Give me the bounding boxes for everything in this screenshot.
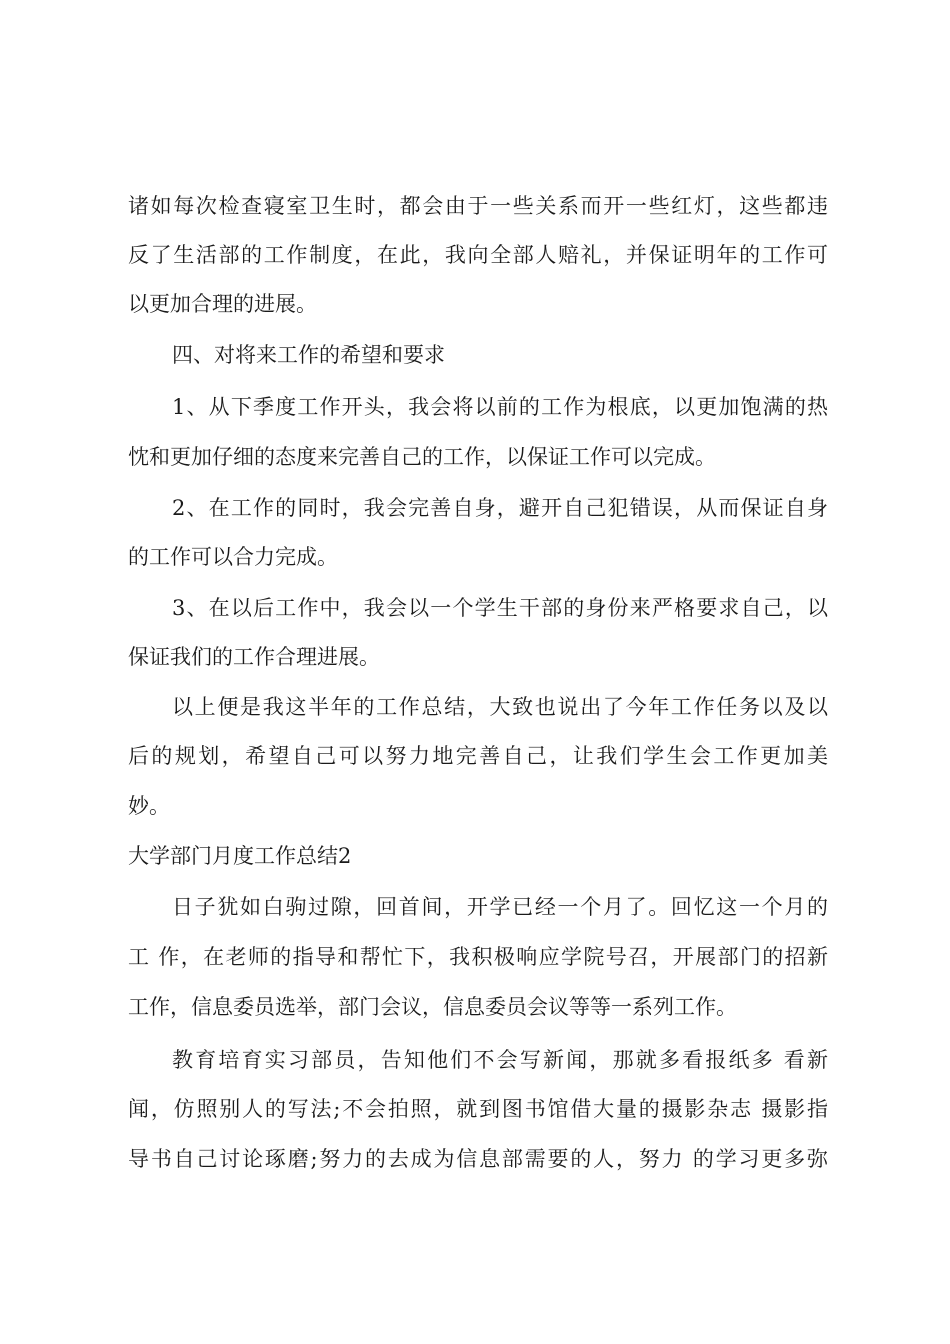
conclusion-line-2: 后的规划，希望自己可以努力地完善自己，让我们学生会工作更加美 — [128, 744, 828, 768]
paragraph-1-line-2: 反了生活部的工作制度，在此，我向全部人赔礼，并保证明年的工作可 — [128, 243, 828, 267]
section-title: 大学部门月度工作总结2 — [128, 844, 352, 868]
item-1-line-1: 1、从下季度工作开头，我会将以前的工作为根底，以更加饱满的热 — [172, 395, 828, 419]
conclusion-line-1: 以上便是我这半年的工作总结，大致也说出了今年工作任务以及以 — [172, 695, 828, 719]
section-paragraph-2-line-2: 闻，仿照别人的写法;不会拍照，就到图书馆借大量的摄影杂志 摄影指 — [128, 1097, 828, 1121]
section-paragraph-2-line-1: 教育培育实习部员，告知他们不会写新闻，那就多看报纸多 看新 — [172, 1048, 828, 1072]
paragraph-1-line-3: 以更加合理的进展。 — [128, 292, 317, 316]
item-3-line-2: 保证我们的工作合理进展。 — [128, 645, 380, 669]
section-heading-four: 四、对将来工作的希望和要求 — [172, 343, 445, 367]
section-paragraph-2-line-3: 导书自己讨论琢磨;努力的去成为信息部需要的人，努力 的学习更多弥 — [128, 1147, 828, 1171]
conclusion-line-3: 妙。 — [128, 794, 170, 818]
item-2-line-2: 的工作可以合力完成。 — [128, 545, 338, 569]
section-paragraph-1-line-1: 日子犹如白驹过隙，回首间，开学已经一个月了。回忆这一个月的 — [172, 895, 828, 919]
paragraph-1-line-1: 诸如每次检查寝室卫生时，都会由于一些关系而开一些红灯，这些都违 — [128, 194, 828, 218]
item-1-line-2: 忱和更加仔细的态度来完善自己的工作，以保证工作可以完成。 — [128, 445, 716, 469]
section-paragraph-1-line-3: 工作，信息委员选举，部门会议，信息委员会议等等一系列工作。 — [128, 995, 737, 1019]
item-3-line-1: 3、在以后工作中，我会以一个学生干部的身份来严格要求自己，以 — [172, 596, 828, 620]
item-2-line-1: 2、在工作的同时，我会完善自身，避开自己犯错误，从而保证自身 — [172, 496, 828, 520]
section-paragraph-1-line-2: 工 作，在老师的指导和帮忙下，我积极响应学院号召，开展部门的招新 — [128, 945, 828, 969]
